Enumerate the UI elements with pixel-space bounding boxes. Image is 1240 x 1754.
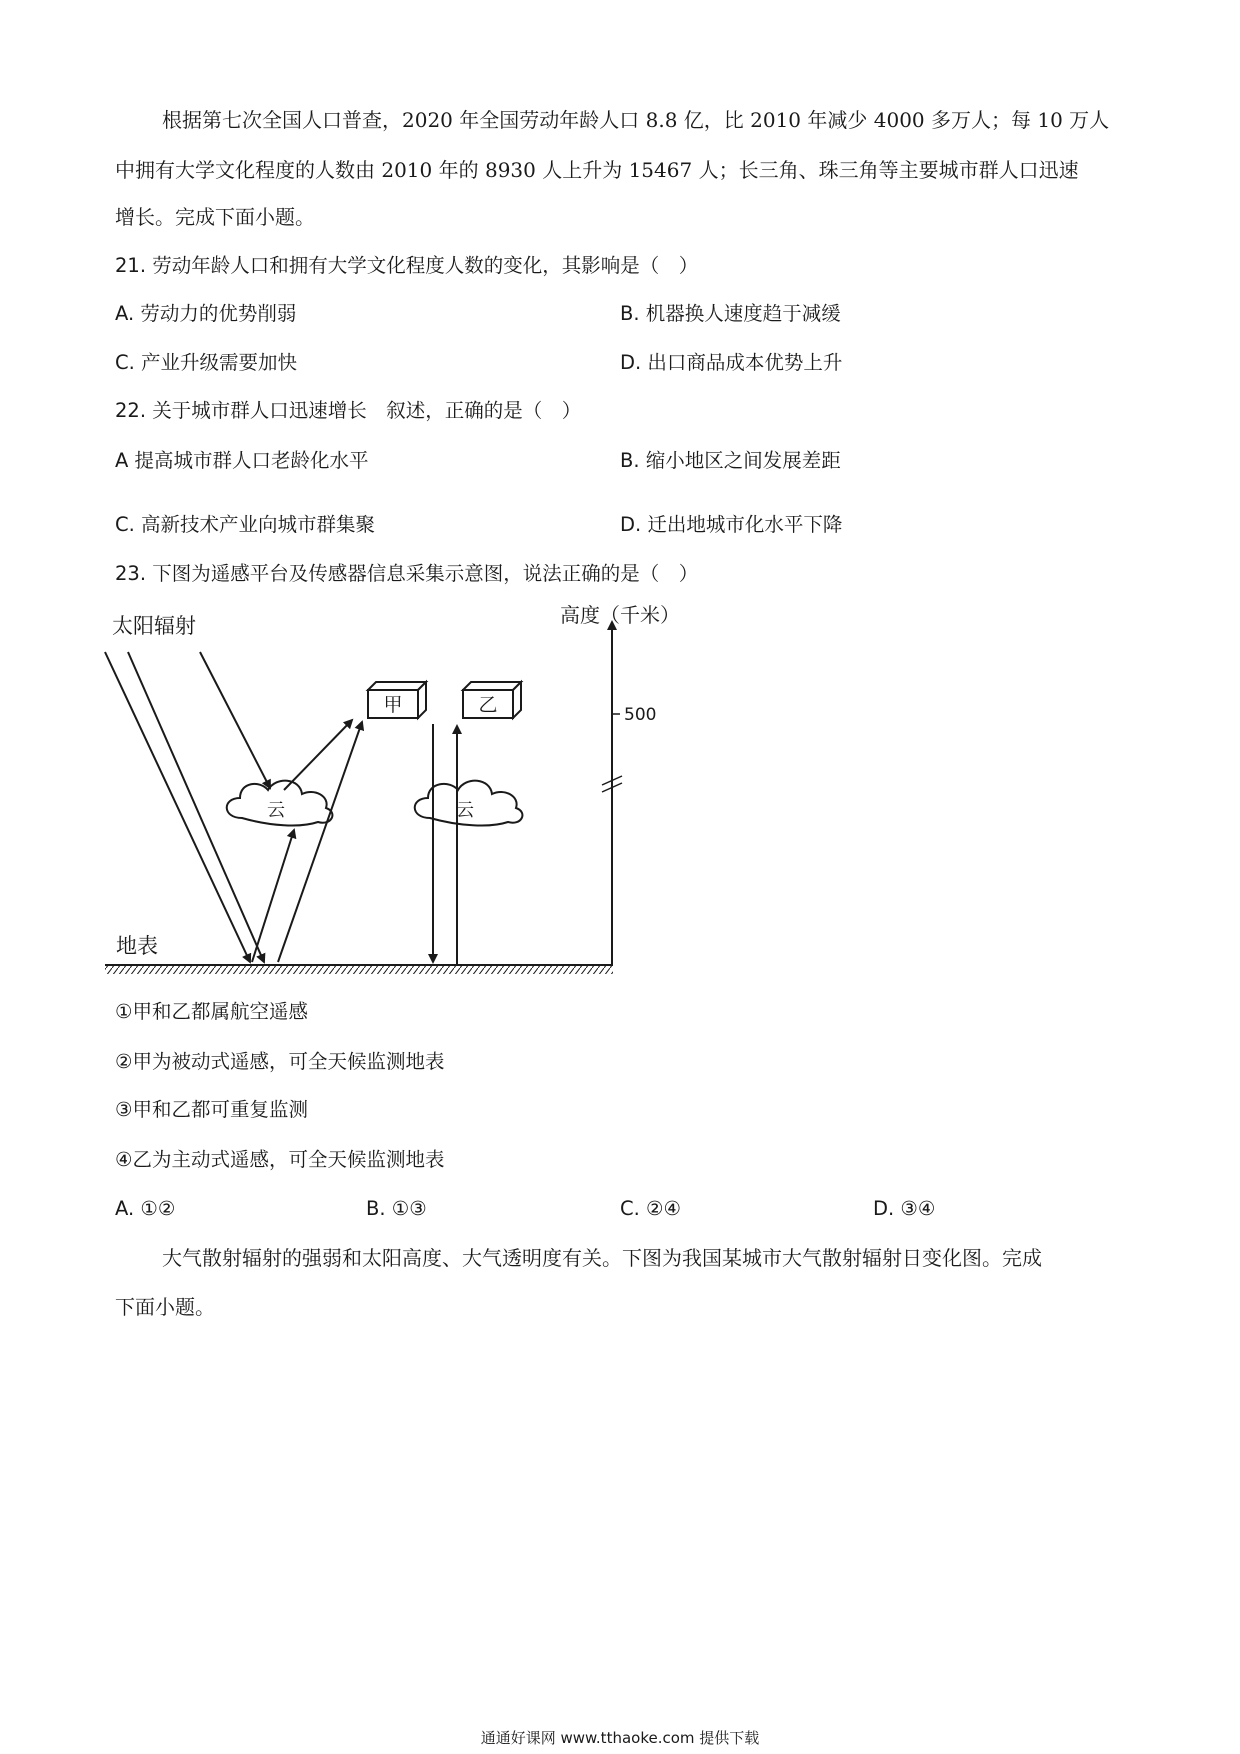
q23-statement-3: ③甲和乙都可重复监测	[115, 1098, 308, 1121]
remote-sensing-diagram	[100, 600, 680, 990]
q23-statement-2: ②甲为被动式遥感，可全天候监测地表	[115, 1050, 445, 1073]
cloud-right	[415, 781, 523, 826]
ground-hatching	[105, 966, 613, 974]
ground-reflection-arrow-1	[252, 830, 294, 962]
solar-radiation-label: 太阳辐射	[112, 614, 196, 638]
altitude-500-label: 500	[624, 705, 657, 725]
q22-stem: 22. 关于城市群人口迅速增长 叙述，正确的是（ ）	[115, 399, 582, 422]
q23-option-b: B. ①③	[366, 1197, 427, 1220]
satellite-yi-label: 乙	[478, 694, 498, 716]
q23-statement-4: ④乙为主动式遥感，可全天候监测地表	[115, 1148, 445, 1171]
page-footer: 通通好课网 www.tthaoke.com 提供下载	[480, 1729, 760, 1747]
q22-option-c: C. 高新技术产业向城市群集聚	[115, 513, 376, 536]
satellite-jia	[368, 682, 426, 718]
solar-ray-to-cloud	[200, 652, 270, 788]
q23-statement-1: ①甲和乙都属航空遥感	[115, 1000, 308, 1023]
q22-option-b: B. 缩小地区之间发展差距	[620, 449, 841, 472]
q23-option-c: C. ②④	[620, 1197, 681, 1220]
cloud-left-label: 云	[267, 800, 285, 821]
q23-stem: 23. 下图为遥感平台及传感器信息采集示意图，说法正确的是（ ）	[115, 562, 699, 585]
passage2-line-1: 大气散射辐射的强弱和太阳高度、大气透明度有关。下图为我国某城市大气散射辐射日变化图。完成	[162, 1246, 1042, 1270]
passage1-line-3: 增长。完成下面小题。	[115, 205, 315, 229]
q21-option-c: C. 产业升级需要加快	[115, 351, 298, 374]
satellite-yi	[463, 682, 521, 718]
cloud-right-label: 云	[456, 800, 474, 821]
passage1-line-1: 根据第七次全国人口普查，2020 年全国劳动年龄人口 8.8 亿，比 2010 年减少 4000 多万人；每 10 万人	[162, 108, 1110, 132]
passage2-line-2: 下面小题。	[115, 1295, 215, 1319]
q23-option-a: A. ①②	[115, 1197, 176, 1220]
q22-option-a: A 提高城市群人口老龄化水平	[115, 449, 369, 472]
cloud-left	[227, 781, 333, 826]
passage1-line-2: 中拥有大学文化程度的人数由 2010 年的 8930 人上升为 15467 人；长三角、珠三角等主要城市群人口迅速	[115, 158, 1079, 182]
satellite-jia-label: 甲	[383, 694, 403, 716]
q21-stem: 21. 劳动年龄人口和拥有大学文化程度人数的变化，其影响是（ ）	[115, 254, 699, 277]
ground-surface-label: 地表	[116, 934, 158, 958]
q22-option-d: D. 迁出地城市化水平下降	[620, 513, 843, 536]
q23-option-d: D. ③④	[873, 1197, 936, 1220]
q21-option-a: A. 劳动力的优势削弱	[115, 302, 297, 325]
height-axis-label: 高度（千米）	[560, 603, 680, 627]
q21-option-b: B. 机器换人速度趋于减缓	[620, 302, 841, 325]
q21-option-d: D. 出口商品成本优势上升	[620, 351, 843, 374]
